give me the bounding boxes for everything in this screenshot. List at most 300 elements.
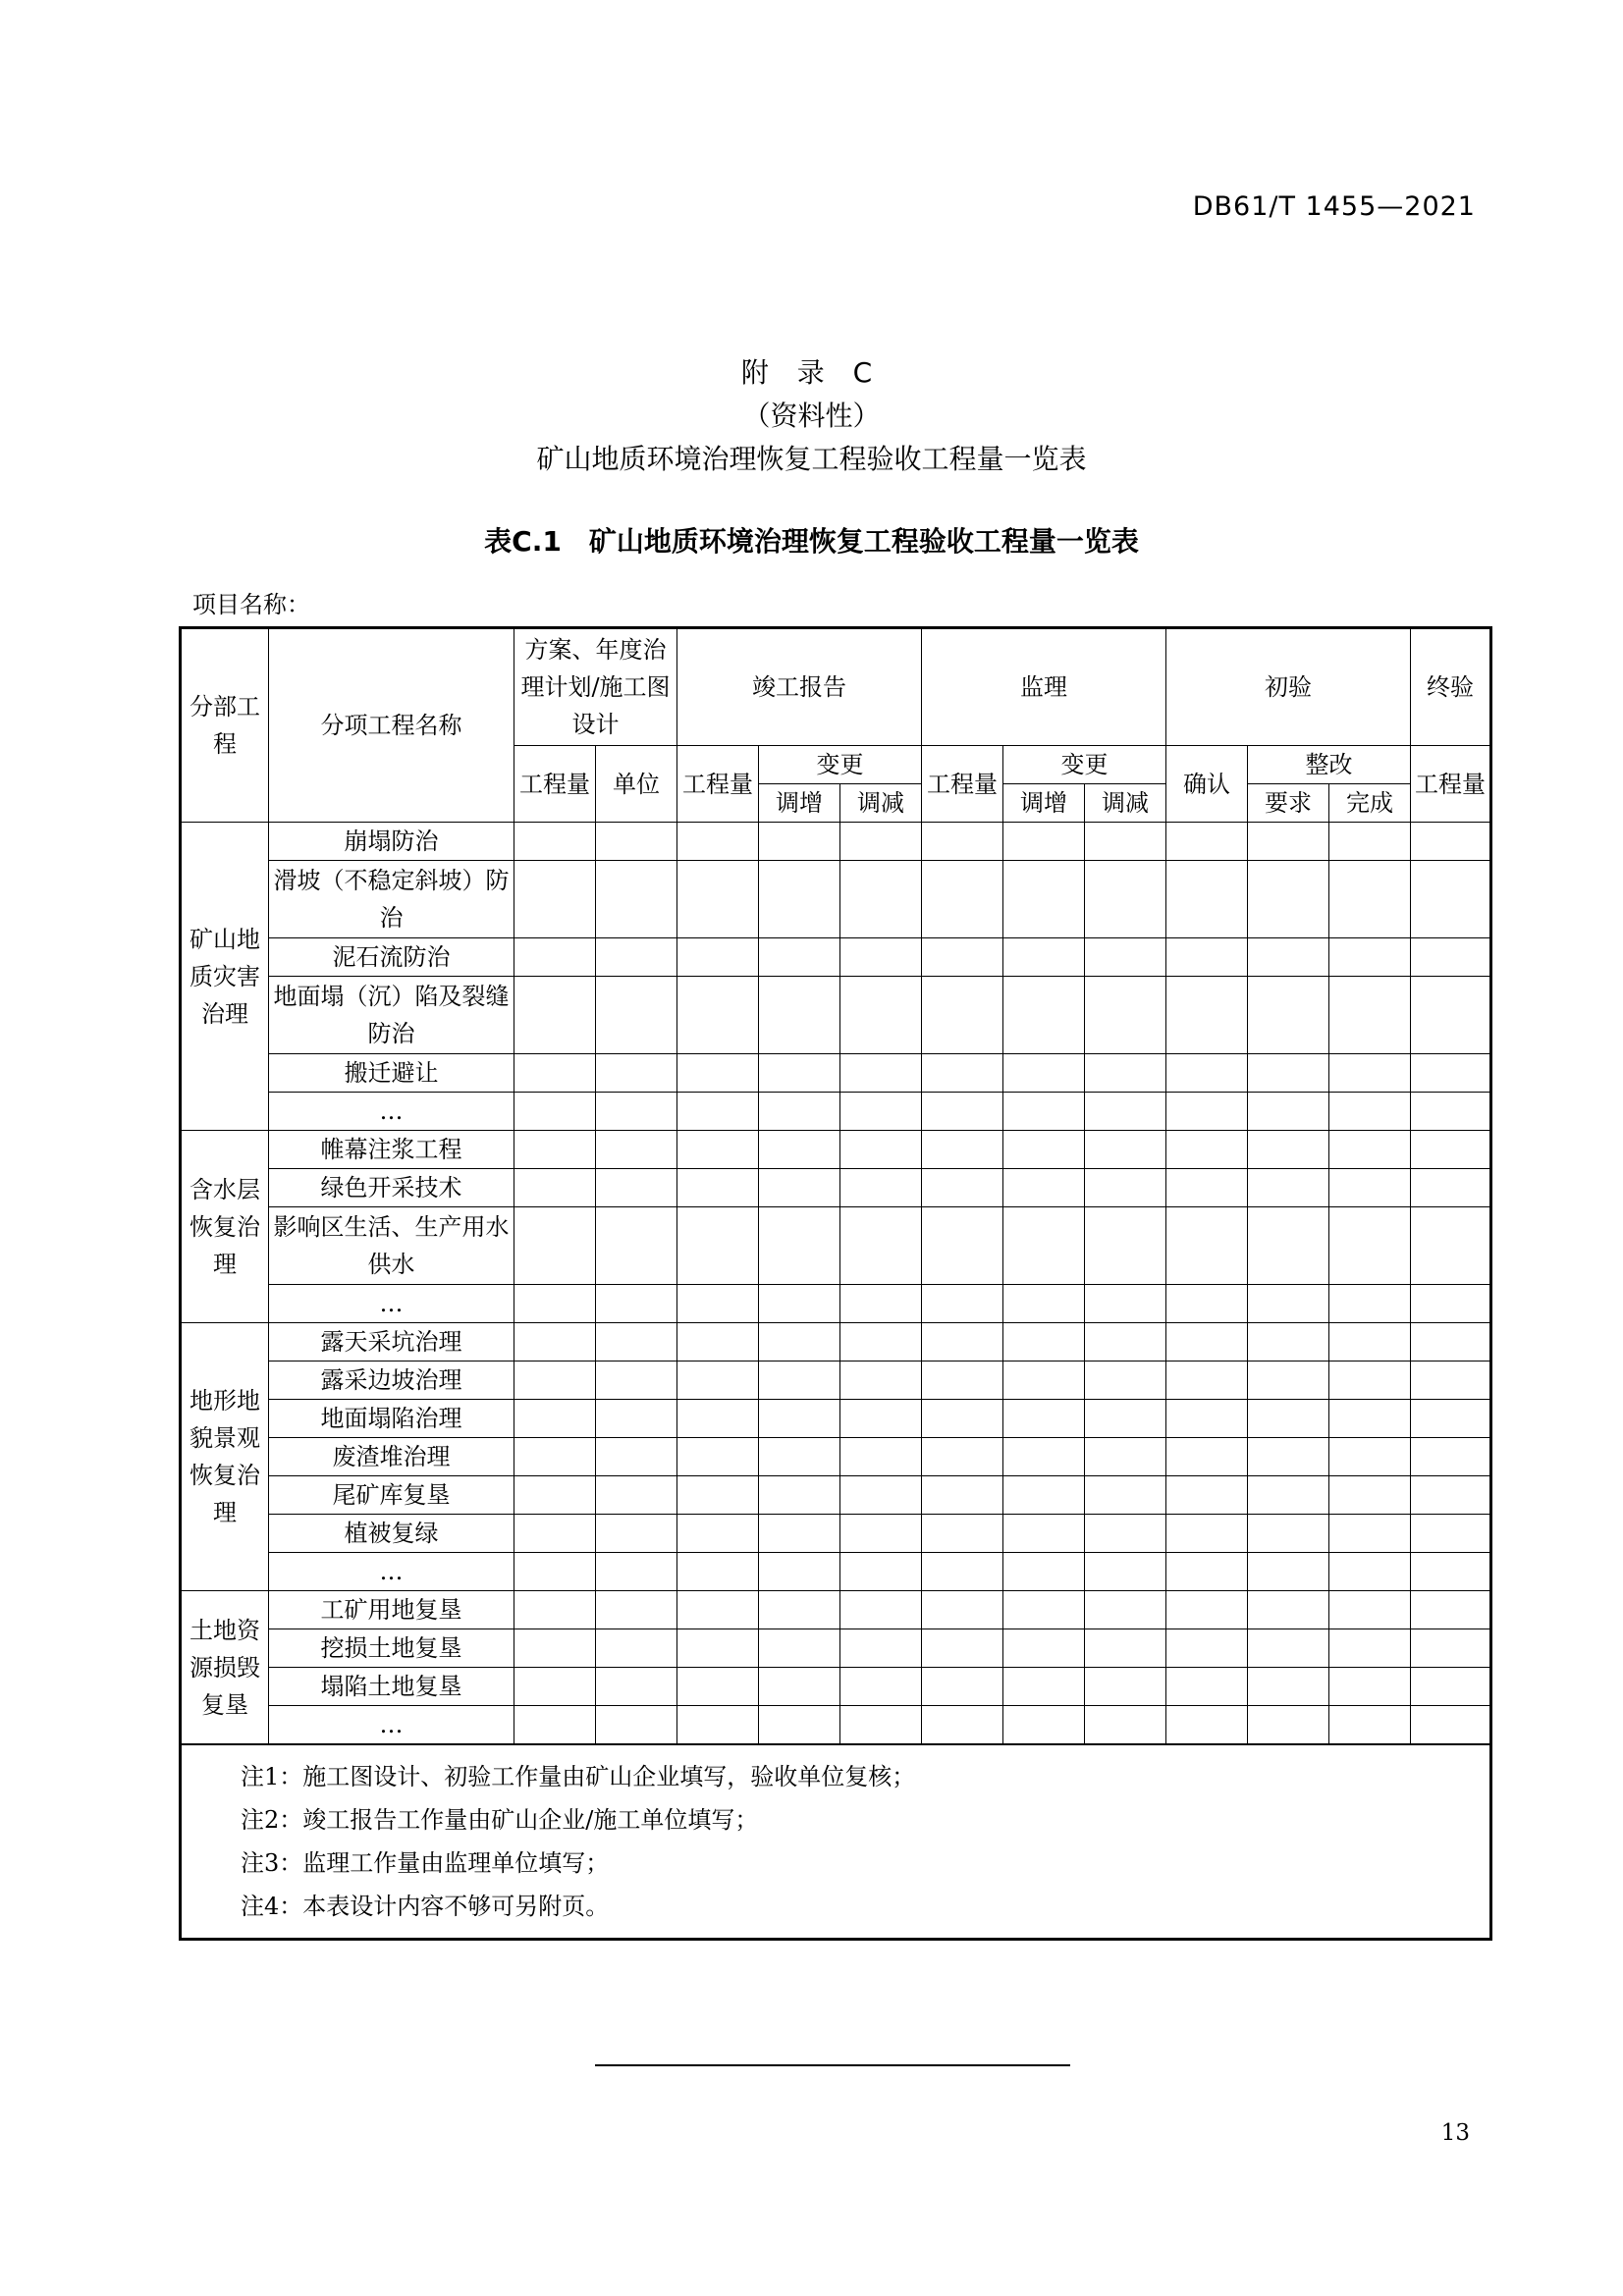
header-division: 分部工程 bbox=[181, 628, 269, 823]
subitem-name-cell: 挖损土地复垦 bbox=[269, 1629, 514, 1668]
empty-value-cell[interactable] bbox=[514, 977, 596, 1054]
empty-value-cell[interactable] bbox=[514, 861, 596, 938]
empty-value-cell[interactable] bbox=[1329, 1131, 1411, 1169]
empty-value-cell[interactable] bbox=[596, 1515, 677, 1553]
empty-value-cell[interactable] bbox=[596, 1169, 677, 1207]
empty-value-cell[interactable] bbox=[677, 1169, 759, 1207]
empty-value-cell[interactable] bbox=[1166, 938, 1248, 977]
project-name-label: 项目名称： bbox=[192, 591, 310, 618]
empty-value-cell[interactable] bbox=[1411, 1400, 1491, 1438]
appendix-title: 矿山地质环境治理恢复工程验收工程量一览表 bbox=[536, 443, 1087, 475]
empty-value-cell[interactable] bbox=[1411, 1706, 1491, 1745]
subitem-name-cell: 工矿用地复垦 bbox=[269, 1591, 514, 1629]
table-row bbox=[181, 938, 1491, 977]
empty-value-cell[interactable] bbox=[596, 938, 677, 977]
empty-value-cell[interactable] bbox=[1085, 1323, 1166, 1362]
empty-value-cell[interactable] bbox=[759, 1093, 840, 1131]
empty-value-cell[interactable] bbox=[1085, 1207, 1166, 1285]
empty-value-cell[interactable] bbox=[514, 1591, 596, 1629]
empty-value-cell[interactable] bbox=[1085, 1093, 1166, 1131]
empty-value-cell[interactable] bbox=[1329, 977, 1411, 1054]
empty-value-cell[interactable] bbox=[1411, 1131, 1491, 1169]
empty-value-cell[interactable] bbox=[677, 1553, 759, 1591]
empty-value-cell[interactable] bbox=[514, 1207, 596, 1285]
empty-value-cell[interactable] bbox=[1085, 1629, 1166, 1668]
empty-value-cell[interactable] bbox=[1003, 1169, 1085, 1207]
category-cell: 地形地貌景观恢复治理 bbox=[181, 1323, 269, 1591]
empty-value-cell[interactable] bbox=[1166, 861, 1248, 938]
note-line: 注4：本表设计内容不够可另附页。 bbox=[241, 1893, 610, 1920]
empty-value-cell[interactable] bbox=[1329, 1362, 1411, 1400]
empty-value-cell[interactable] bbox=[1329, 1285, 1411, 1323]
empty-value-cell[interactable] bbox=[1329, 938, 1411, 977]
header-initial-rectify: 整改 bbox=[1248, 746, 1411, 784]
empty-value-cell[interactable] bbox=[1411, 1629, 1491, 1668]
empty-value-cell[interactable] bbox=[596, 1476, 677, 1515]
empty-value-cell[interactable] bbox=[1166, 823, 1248, 861]
empty-value-cell[interactable] bbox=[922, 1515, 1003, 1553]
empty-value-cell[interactable] bbox=[1166, 1131, 1248, 1169]
empty-value-cell[interactable] bbox=[840, 1131, 922, 1169]
empty-value-cell[interactable] bbox=[1411, 861, 1491, 938]
empty-value-cell[interactable] bbox=[1003, 1054, 1085, 1093]
empty-value-cell[interactable] bbox=[677, 1362, 759, 1400]
empty-value-cell[interactable] bbox=[677, 1668, 759, 1706]
empty-value-cell[interactable] bbox=[1248, 1131, 1329, 1169]
empty-value-cell[interactable] bbox=[840, 1093, 922, 1131]
empty-value-cell[interactable] bbox=[1166, 1438, 1248, 1476]
empty-value-cell[interactable] bbox=[1248, 1591, 1329, 1629]
table-row bbox=[181, 1400, 1491, 1438]
empty-value-cell[interactable] bbox=[922, 861, 1003, 938]
empty-value-cell[interactable] bbox=[1166, 1400, 1248, 1438]
empty-value-cell[interactable] bbox=[1003, 1093, 1085, 1131]
empty-value-cell[interactable] bbox=[759, 1591, 840, 1629]
empty-value-cell[interactable] bbox=[1248, 1668, 1329, 1706]
empty-value-cell[interactable] bbox=[759, 1629, 840, 1668]
empty-value-cell[interactable] bbox=[677, 1131, 759, 1169]
empty-value-cell[interactable] bbox=[1166, 1668, 1248, 1706]
table-row bbox=[181, 1054, 1491, 1093]
empty-value-cell[interactable] bbox=[1085, 861, 1166, 938]
empty-value-cell[interactable] bbox=[759, 1131, 840, 1169]
category-cell: 矿山地质灾害治理 bbox=[181, 823, 269, 1131]
empty-value-cell[interactable] bbox=[1003, 1362, 1085, 1400]
empty-value-cell[interactable] bbox=[514, 1668, 596, 1706]
empty-value-cell[interactable] bbox=[514, 1169, 596, 1207]
empty-value-cell[interactable] bbox=[922, 977, 1003, 1054]
empty-value-cell[interactable] bbox=[1329, 1668, 1411, 1706]
empty-value-cell[interactable] bbox=[596, 1093, 677, 1131]
empty-value-cell[interactable] bbox=[759, 823, 840, 861]
empty-value-cell[interactable] bbox=[677, 938, 759, 977]
empty-value-cell[interactable] bbox=[514, 1438, 596, 1476]
empty-value-cell[interactable] bbox=[1166, 977, 1248, 1054]
empty-value-cell[interactable] bbox=[759, 977, 840, 1054]
empty-value-cell[interactable] bbox=[759, 1438, 840, 1476]
note-line: 注2：竣工报告工作量由矿山企业/施工单位填写； bbox=[241, 1806, 759, 1834]
empty-value-cell[interactable] bbox=[1166, 1476, 1248, 1515]
empty-value-cell[interactable] bbox=[1085, 1668, 1166, 1706]
empty-value-cell[interactable] bbox=[922, 1438, 1003, 1476]
header-supervision-decrease: 调减 bbox=[1085, 784, 1166, 823]
empty-value-cell[interactable] bbox=[514, 1476, 596, 1515]
empty-value-cell[interactable] bbox=[922, 1553, 1003, 1591]
empty-value-cell[interactable] bbox=[677, 1515, 759, 1553]
empty-value-cell[interactable] bbox=[1003, 1323, 1085, 1362]
empty-value-cell[interactable] bbox=[1166, 1706, 1248, 1745]
empty-value-cell[interactable] bbox=[514, 823, 596, 861]
empty-value-cell[interactable] bbox=[1329, 1515, 1411, 1553]
empty-value-cell[interactable] bbox=[1166, 1054, 1248, 1093]
empty-value-cell[interactable] bbox=[677, 1207, 759, 1285]
header-plan-quantity: 工程量 bbox=[514, 746, 596, 823]
empty-value-cell[interactable] bbox=[596, 1285, 677, 1323]
empty-value-cell[interactable] bbox=[596, 1668, 677, 1706]
empty-value-cell[interactable] bbox=[1085, 977, 1166, 1054]
empty-value-cell[interactable] bbox=[514, 1362, 596, 1400]
header-row-1 bbox=[181, 628, 1491, 746]
empty-value-cell[interactable] bbox=[1085, 1169, 1166, 1207]
subitem-name-cell: 崩塌防治 bbox=[269, 823, 514, 861]
empty-value-cell[interactable] bbox=[1248, 1515, 1329, 1553]
header-initial-require: 要求 bbox=[1248, 784, 1329, 823]
empty-value-cell[interactable] bbox=[1166, 1591, 1248, 1629]
note-line: 注3：监理工作量由监理单位填写； bbox=[241, 1849, 610, 1877]
empty-value-cell[interactable] bbox=[596, 1207, 677, 1285]
empty-value-cell[interactable] bbox=[1248, 1207, 1329, 1285]
empty-value-cell[interactable] bbox=[1411, 1207, 1491, 1285]
subitem-name-cell: 滑坡（不稳定斜坡）防治 bbox=[269, 861, 514, 938]
header-final-acceptance: 终验 bbox=[1411, 628, 1491, 746]
empty-value-cell[interactable] bbox=[1329, 1323, 1411, 1362]
notes-cell bbox=[181, 1744, 1491, 1940]
empty-value-cell[interactable] bbox=[1085, 1285, 1166, 1323]
empty-value-cell[interactable] bbox=[514, 1515, 596, 1553]
empty-value-cell[interactable] bbox=[1329, 1629, 1411, 1668]
empty-value-cell[interactable] bbox=[1003, 1668, 1085, 1706]
empty-value-cell[interactable] bbox=[759, 1476, 840, 1515]
empty-value-cell[interactable] bbox=[840, 1668, 922, 1706]
empty-value-cell[interactable] bbox=[514, 1054, 596, 1093]
table-row bbox=[181, 1438, 1491, 1476]
subitem-name-cell: … bbox=[269, 1285, 514, 1323]
empty-value-cell[interactable] bbox=[759, 1515, 840, 1553]
empty-value-cell[interactable] bbox=[596, 977, 677, 1054]
header-completion-quantity: 工程量 bbox=[677, 746, 759, 823]
header-completion-increase: 调增 bbox=[759, 784, 840, 823]
empty-value-cell[interactable] bbox=[922, 1476, 1003, 1515]
empty-value-cell[interactable] bbox=[1329, 1706, 1411, 1745]
table-row bbox=[181, 1515, 1491, 1553]
empty-value-cell[interactable] bbox=[922, 1054, 1003, 1093]
empty-value-cell[interactable] bbox=[1003, 938, 1085, 977]
empty-value-cell[interactable] bbox=[1248, 1362, 1329, 1400]
empty-value-cell[interactable] bbox=[1411, 1591, 1491, 1629]
empty-value-cell[interactable] bbox=[922, 1629, 1003, 1668]
empty-value-cell[interactable] bbox=[1166, 1169, 1248, 1207]
empty-value-cell[interactable] bbox=[1248, 1476, 1329, 1515]
empty-value-cell[interactable] bbox=[1003, 1553, 1085, 1591]
empty-value-cell[interactable] bbox=[922, 1093, 1003, 1131]
empty-value-cell[interactable] bbox=[1003, 1629, 1085, 1668]
empty-value-cell[interactable] bbox=[1411, 977, 1491, 1054]
empty-value-cell[interactable] bbox=[922, 1706, 1003, 1745]
empty-value-cell[interactable] bbox=[840, 1553, 922, 1591]
table-row bbox=[181, 1207, 1491, 1285]
empty-value-cell[interactable] bbox=[759, 1668, 840, 1706]
empty-value-cell[interactable] bbox=[1166, 1362, 1248, 1400]
empty-value-cell[interactable] bbox=[1003, 1591, 1085, 1629]
empty-value-cell[interactable] bbox=[1003, 1131, 1085, 1169]
empty-value-cell[interactable] bbox=[1248, 1093, 1329, 1131]
empty-value-cell[interactable] bbox=[514, 1093, 596, 1131]
empty-value-cell[interactable] bbox=[677, 1629, 759, 1668]
header-completion-change: 变更 bbox=[759, 746, 922, 784]
empty-value-cell[interactable] bbox=[840, 1362, 922, 1400]
empty-value-cell[interactable] bbox=[922, 1591, 1003, 1629]
empty-value-cell[interactable] bbox=[596, 1131, 677, 1169]
empty-value-cell[interactable] bbox=[1003, 1285, 1085, 1323]
empty-value-cell[interactable] bbox=[1248, 1285, 1329, 1323]
header-completion-decrease: 调减 bbox=[840, 784, 922, 823]
empty-value-cell[interactable] bbox=[1166, 1629, 1248, 1668]
empty-value-cell[interactable] bbox=[1166, 1515, 1248, 1553]
empty-value-cell[interactable] bbox=[1411, 1093, 1491, 1131]
empty-value-cell[interactable] bbox=[677, 1476, 759, 1515]
empty-value-cell[interactable] bbox=[1085, 1362, 1166, 1400]
empty-value-cell[interactable] bbox=[840, 1515, 922, 1553]
empty-value-cell[interactable] bbox=[922, 938, 1003, 977]
header-supervision-quantity: 工程量 bbox=[922, 746, 1003, 823]
empty-value-cell[interactable] bbox=[840, 1323, 922, 1362]
empty-value-cell[interactable] bbox=[1329, 1476, 1411, 1515]
empty-value-cell[interactable] bbox=[1003, 977, 1085, 1054]
empty-value-cell[interactable] bbox=[1248, 823, 1329, 861]
empty-value-cell[interactable] bbox=[840, 938, 922, 977]
empty-value-cell[interactable] bbox=[1085, 823, 1166, 861]
empty-value-cell[interactable] bbox=[514, 1706, 596, 1745]
empty-value-cell[interactable] bbox=[1003, 1400, 1085, 1438]
empty-value-cell[interactable] bbox=[1411, 1169, 1491, 1207]
empty-value-cell[interactable] bbox=[759, 1285, 840, 1323]
empty-value-cell[interactable] bbox=[1003, 823, 1085, 861]
empty-value-cell[interactable] bbox=[922, 1131, 1003, 1169]
empty-value-cell[interactable] bbox=[1003, 1706, 1085, 1745]
empty-value-cell[interactable] bbox=[759, 1400, 840, 1438]
empty-value-cell[interactable] bbox=[1411, 1362, 1491, 1400]
empty-value-cell[interactable] bbox=[1329, 1438, 1411, 1476]
empty-value-cell[interactable] bbox=[840, 1591, 922, 1629]
appendix-nature: （资料性） bbox=[742, 400, 881, 432]
empty-value-cell[interactable] bbox=[514, 938, 596, 977]
empty-value-cell[interactable] bbox=[1085, 1400, 1166, 1438]
empty-value-cell[interactable] bbox=[514, 1400, 596, 1438]
empty-value-cell[interactable] bbox=[759, 1706, 840, 1745]
empty-value-cell[interactable] bbox=[514, 1285, 596, 1323]
empty-value-cell[interactable] bbox=[596, 1706, 677, 1745]
empty-value-cell[interactable] bbox=[677, 1438, 759, 1476]
empty-value-cell[interactable] bbox=[1248, 938, 1329, 977]
table-row bbox=[181, 1131, 1491, 1169]
empty-value-cell[interactable] bbox=[1411, 1668, 1491, 1706]
empty-value-cell[interactable] bbox=[596, 1400, 677, 1438]
subitem-name-cell: 露采边坡治理 bbox=[269, 1362, 514, 1400]
empty-value-cell[interactable] bbox=[677, 977, 759, 1054]
empty-value-cell[interactable] bbox=[514, 1131, 596, 1169]
empty-value-cell[interactable] bbox=[1411, 1438, 1491, 1476]
empty-value-cell[interactable] bbox=[1166, 1323, 1248, 1362]
empty-value-cell[interactable] bbox=[1411, 1476, 1491, 1515]
header-final-quantity: 工程量 bbox=[1411, 746, 1491, 823]
empty-value-cell[interactable] bbox=[1411, 1553, 1491, 1591]
empty-value-cell[interactable] bbox=[1248, 1438, 1329, 1476]
empty-value-cell[interactable] bbox=[677, 1591, 759, 1629]
empty-value-cell[interactable] bbox=[840, 1285, 922, 1323]
empty-value-cell[interactable] bbox=[1411, 1515, 1491, 1553]
header-subitem: 分项工程名称 bbox=[269, 628, 514, 823]
empty-value-cell[interactable] bbox=[922, 1400, 1003, 1438]
empty-value-cell[interactable] bbox=[922, 1668, 1003, 1706]
empty-value-cell[interactable] bbox=[1003, 1207, 1085, 1285]
empty-value-cell[interactable] bbox=[840, 861, 922, 938]
empty-value-cell[interactable] bbox=[1248, 1054, 1329, 1093]
empty-value-cell[interactable] bbox=[922, 1207, 1003, 1285]
note-line: 注1：施工图设计、初验工作量由矿山企业填写，验收单位复核； bbox=[241, 1763, 916, 1790]
empty-value-cell[interactable] bbox=[514, 1553, 596, 1591]
empty-value-cell[interactable] bbox=[1411, 1285, 1491, 1323]
empty-value-cell[interactable] bbox=[840, 823, 922, 861]
empty-value-cell[interactable] bbox=[1329, 1553, 1411, 1591]
empty-value-cell[interactable] bbox=[1166, 1553, 1248, 1591]
empty-value-cell[interactable] bbox=[759, 1323, 840, 1362]
empty-value-cell[interactable] bbox=[677, 1054, 759, 1093]
empty-value-cell[interactable] bbox=[1166, 1207, 1248, 1285]
empty-value-cell[interactable] bbox=[759, 1207, 840, 1285]
empty-value-cell[interactable] bbox=[1411, 1054, 1491, 1093]
empty-value-cell[interactable] bbox=[922, 1169, 1003, 1207]
empty-value-cell[interactable] bbox=[1329, 1400, 1411, 1438]
header-plan-unit: 单位 bbox=[596, 746, 677, 823]
empty-value-cell[interactable] bbox=[1003, 861, 1085, 938]
empty-value-cell[interactable] bbox=[759, 1169, 840, 1207]
empty-value-cell[interactable] bbox=[840, 1169, 922, 1207]
table-row bbox=[181, 1629, 1491, 1668]
header-supervision-change: 变更 bbox=[1003, 746, 1166, 784]
empty-value-cell[interactable] bbox=[1329, 861, 1411, 938]
empty-value-cell[interactable] bbox=[922, 1285, 1003, 1323]
empty-value-cell[interactable] bbox=[1248, 861, 1329, 938]
empty-value-cell[interactable] bbox=[677, 1093, 759, 1131]
empty-value-cell[interactable] bbox=[1329, 823, 1411, 861]
empty-value-cell[interactable] bbox=[759, 1054, 840, 1093]
empty-value-cell[interactable] bbox=[1085, 1131, 1166, 1169]
empty-value-cell[interactable] bbox=[514, 1323, 596, 1362]
empty-value-cell[interactable] bbox=[1329, 1169, 1411, 1207]
empty-value-cell[interactable] bbox=[1166, 1285, 1248, 1323]
empty-value-cell[interactable] bbox=[1085, 938, 1166, 977]
empty-value-cell[interactable] bbox=[596, 1438, 677, 1476]
empty-value-cell[interactable] bbox=[1085, 1476, 1166, 1515]
empty-value-cell[interactable] bbox=[596, 1553, 677, 1591]
empty-value-cell[interactable] bbox=[1085, 1706, 1166, 1745]
empty-value-cell[interactable] bbox=[840, 1400, 922, 1438]
empty-value-cell[interactable] bbox=[840, 1476, 922, 1515]
empty-value-cell[interactable] bbox=[759, 1362, 840, 1400]
empty-value-cell[interactable] bbox=[596, 1591, 677, 1629]
empty-value-cell[interactable] bbox=[677, 1706, 759, 1745]
empty-value-cell[interactable] bbox=[840, 1629, 922, 1668]
empty-value-cell[interactable] bbox=[1085, 1438, 1166, 1476]
empty-value-cell[interactable] bbox=[840, 1054, 922, 1093]
footer-rule bbox=[595, 2064, 1070, 2066]
empty-value-cell[interactable] bbox=[1085, 1553, 1166, 1591]
table-row bbox=[181, 1706, 1491, 1745]
empty-value-cell[interactable] bbox=[514, 1629, 596, 1668]
empty-value-cell[interactable] bbox=[840, 1207, 922, 1285]
empty-value-cell[interactable] bbox=[1248, 1169, 1329, 1207]
header-plan: 方案、年度治理计划/施工图设计 bbox=[514, 628, 677, 746]
empty-value-cell[interactable] bbox=[1248, 1553, 1329, 1591]
subitem-name-cell: 泥石流防治 bbox=[269, 938, 514, 977]
empty-value-cell[interactable] bbox=[1411, 1323, 1491, 1362]
empty-value-cell[interactable] bbox=[1329, 1207, 1411, 1285]
subitem-name-cell: 搬迁避让 bbox=[269, 1054, 514, 1093]
empty-value-cell[interactable] bbox=[1003, 1476, 1085, 1515]
empty-value-cell[interactable] bbox=[1248, 1400, 1329, 1438]
empty-value-cell[interactable] bbox=[759, 1553, 840, 1591]
empty-value-cell[interactable] bbox=[677, 1323, 759, 1362]
empty-value-cell[interactable] bbox=[677, 1400, 759, 1438]
empty-value-cell[interactable] bbox=[840, 1706, 922, 1745]
empty-value-cell[interactable] bbox=[922, 823, 1003, 861]
empty-value-cell[interactable] bbox=[677, 861, 759, 938]
empty-value-cell[interactable] bbox=[596, 1362, 677, 1400]
empty-value-cell[interactable] bbox=[1248, 1629, 1329, 1668]
empty-value-cell[interactable] bbox=[1085, 1515, 1166, 1553]
empty-value-cell[interactable] bbox=[596, 823, 677, 861]
empty-value-cell[interactable] bbox=[596, 861, 677, 938]
empty-value-cell[interactable] bbox=[1085, 1054, 1166, 1093]
empty-value-cell[interactable] bbox=[759, 938, 840, 977]
empty-value-cell[interactable] bbox=[596, 1054, 677, 1093]
empty-value-cell[interactable] bbox=[1003, 1438, 1085, 1476]
appendix-label: 附 录 C bbox=[740, 356, 883, 389]
empty-value-cell[interactable] bbox=[1166, 1093, 1248, 1131]
empty-value-cell[interactable] bbox=[677, 1285, 759, 1323]
category-cell: 土地资源损毁复垦 bbox=[181, 1591, 269, 1745]
empty-value-cell[interactable] bbox=[1411, 938, 1491, 977]
empty-value-cell[interactable] bbox=[1329, 1054, 1411, 1093]
empty-value-cell[interactable] bbox=[596, 1629, 677, 1668]
empty-value-cell[interactable] bbox=[1411, 823, 1491, 861]
empty-value-cell[interactable] bbox=[1329, 1591, 1411, 1629]
empty-value-cell[interactable] bbox=[922, 1362, 1003, 1400]
empty-value-cell[interactable] bbox=[1329, 1093, 1411, 1131]
empty-value-cell[interactable] bbox=[759, 861, 840, 938]
empty-value-cell[interactable] bbox=[1248, 977, 1329, 1054]
empty-value-cell[interactable] bbox=[840, 1438, 922, 1476]
empty-value-cell[interactable] bbox=[1248, 1706, 1329, 1745]
table-row bbox=[181, 1591, 1491, 1629]
empty-value-cell[interactable] bbox=[596, 1323, 677, 1362]
empty-value-cell[interactable] bbox=[922, 1323, 1003, 1362]
empty-value-cell[interactable] bbox=[1085, 1591, 1166, 1629]
empty-value-cell[interactable] bbox=[1003, 1515, 1085, 1553]
empty-value-cell[interactable] bbox=[677, 823, 759, 861]
empty-value-cell[interactable] bbox=[1248, 1323, 1329, 1362]
empty-value-cell[interactable] bbox=[840, 977, 922, 1054]
